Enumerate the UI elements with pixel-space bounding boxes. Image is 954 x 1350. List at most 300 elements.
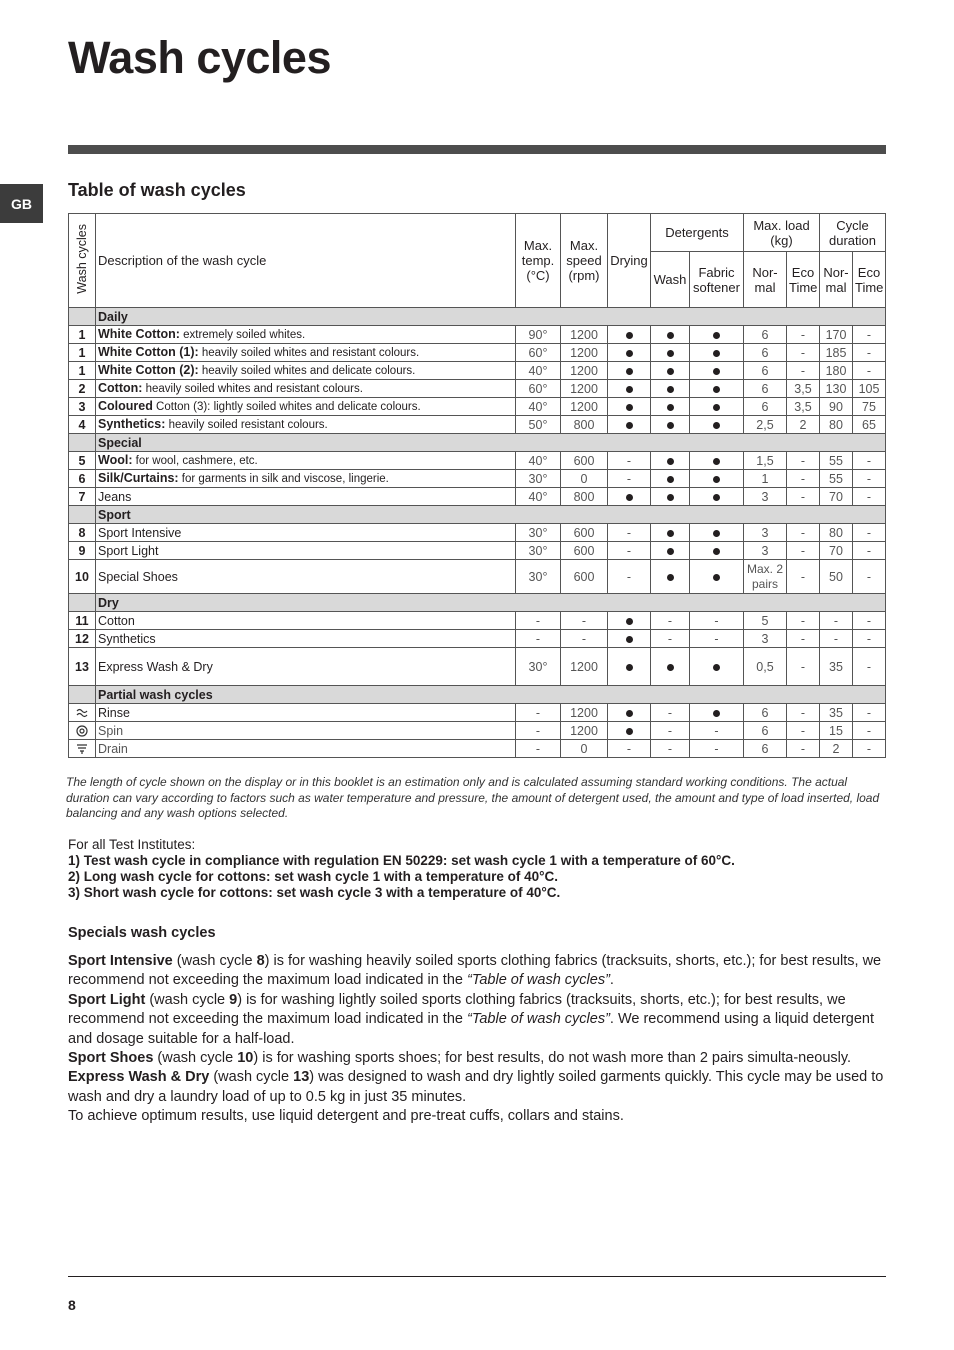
cell-speed: 600 — [561, 524, 608, 542]
dot-wash — [651, 488, 690, 506]
section-label: Daily — [96, 308, 886, 326]
spin-icon — [69, 722, 96, 740]
dot-wash — [651, 524, 690, 542]
table-title: Table of wash cycles — [68, 180, 246, 200]
filled-dot-icon — [667, 548, 674, 555]
cycle-number: 4 — [69, 416, 96, 434]
cell-ln: 6 — [744, 704, 787, 722]
tests-line-3: 3) Short wash cycle for cottons: set wash cycle 3 with a temperature of 40°C. — [68, 885, 561, 900]
duration-footnote: The length of cycle shown on the display or in this booklet is an estimation only and is calculated assuming standard working conditions. The actual duration can vary according to factors such as water temperature and pressure, the amount of detergent used, the amount and type of load inserted, load balancing and any wash options selected. — [66, 775, 880, 820]
dot-wash — [651, 380, 690, 398]
cell-dn: 15 — [820, 722, 853, 740]
cell-soft: - — [690, 630, 744, 648]
section-label: Partial wash cycles — [96, 686, 886, 704]
cell-le: - — [787, 560, 820, 594]
cycle-description — [96, 630, 516, 648]
cycle-description — [96, 470, 516, 488]
cycle-description — [96, 362, 516, 380]
specials-sport-intensive: Sport Intensive (wash cycle 8) is for washing heavily soiled sports clothing fabrics (tracksuits, shorts, etc.); for best results, we recommend not exceeding the maximum load indicated in the “Table of wash cycles”. — [68, 953, 882, 989]
filled-dot-icon — [667, 476, 674, 483]
cell-dry: - — [608, 452, 651, 470]
table-row — [69, 488, 886, 506]
cycle-name: White Cotton: — [98, 327, 180, 341]
filled-dot-icon — [713, 548, 720, 555]
table-row — [69, 416, 886, 434]
cycle-name: Express Wash & Dry — [98, 659, 213, 674]
cycle-detail: heavily soiled whites and resistant colours. — [142, 383, 363, 395]
cell-temp: 40° — [516, 398, 561, 416]
cycle-number: 12 — [69, 630, 96, 648]
cell-temp: 30° — [516, 648, 561, 686]
cell-temp: 30° — [516, 560, 561, 594]
cell-le: - — [787, 524, 820, 542]
header-wash-cycles: Wash cycles — [69, 214, 96, 308]
cell-temp: 40° — [516, 488, 561, 506]
dot-wash — [651, 398, 690, 416]
cycle-number: 3 — [69, 398, 96, 416]
cell-dry: - — [608, 470, 651, 488]
cell-le: - — [787, 344, 820, 362]
table-row — [69, 398, 886, 416]
cell-temp: 40° — [516, 362, 561, 380]
dot-dry — [608, 612, 651, 630]
dot-soft — [690, 470, 744, 488]
cell-soft: - — [690, 612, 744, 630]
cell-speed: 0 — [561, 470, 608, 488]
section-label: Special — [96, 434, 886, 452]
cell-temp: 30° — [516, 470, 561, 488]
filled-dot-icon — [713, 422, 720, 429]
filled-dot-icon — [626, 368, 633, 375]
dot-wash — [651, 470, 690, 488]
dot-dry — [608, 344, 651, 362]
cycle-description — [96, 452, 516, 470]
cell-le: 2 — [787, 416, 820, 434]
dot-soft — [690, 344, 744, 362]
cycle-description — [96, 398, 516, 416]
cycle-name: Synthetics — [98, 631, 156, 646]
cycle-number: 10 — [69, 560, 96, 594]
section-row-partial — [69, 686, 886, 704]
cell-de: - — [853, 740, 886, 758]
cell-speed: 800 — [561, 488, 608, 506]
dot-soft — [690, 704, 744, 722]
cell-ln: 3 — [744, 542, 787, 560]
filled-dot-icon — [626, 494, 633, 501]
cycle-detail: heavily soiled whites and resistant colours. — [198, 347, 420, 359]
filled-dot-icon — [667, 422, 674, 429]
filled-dot-icon — [713, 368, 720, 375]
cell-le: - — [787, 740, 820, 758]
cycle-number: 9 — [69, 542, 96, 560]
cell-dn: 2 — [820, 740, 853, 758]
dot-dry — [608, 362, 651, 380]
cell-speed: 1200 — [561, 648, 608, 686]
cell-ln: 1 — [744, 470, 787, 488]
dot-dry — [608, 722, 651, 740]
dot-wash — [651, 452, 690, 470]
cycle-number: 11 — [69, 612, 96, 630]
cycle-number: 2 — [69, 380, 96, 398]
test-institutes — [68, 837, 735, 901]
cycle-detail: for garments in silk and viscose, lingerie. — [178, 473, 389, 485]
filled-dot-icon — [667, 530, 674, 537]
cycle-description — [96, 524, 516, 542]
cycle-name: Special Shoes — [98, 569, 178, 584]
filled-dot-icon — [713, 530, 720, 537]
rinse-icon — [69, 704, 96, 722]
filled-dot-icon — [626, 404, 633, 411]
cell-speed: - — [561, 612, 608, 630]
cell-speed: 1200 — [561, 722, 608, 740]
cell-speed: 0 — [561, 740, 608, 758]
header-wash: Wash — [651, 252, 690, 308]
page-number: 8 — [68, 1297, 76, 1313]
cycle-description — [96, 560, 516, 594]
cell-le: - — [787, 470, 820, 488]
cell-le: - — [787, 722, 820, 740]
table-row — [69, 362, 886, 380]
header-max-speed: Max. speed (rpm) — [561, 214, 608, 308]
cell-dn: 50 — [820, 560, 853, 594]
cell-speed: 1200 — [561, 362, 608, 380]
header-duration-eco: Eco Time — [853, 252, 886, 308]
filled-dot-icon — [713, 664, 720, 671]
cell-dry: - — [608, 524, 651, 542]
tests-line-2: 2) Long wash cycle for cottons: set wash cycle 1 with a temperature of 40°C. — [68, 869, 559, 884]
cycle-description — [96, 488, 516, 506]
cycle-name: Sport Intensive — [98, 525, 182, 540]
cell-ln: Max. 2 pairs — [744, 560, 787, 594]
filled-dot-icon — [626, 710, 633, 717]
cell-speed: 600 — [561, 560, 608, 594]
dot-dry — [608, 398, 651, 416]
cell-de: - — [853, 648, 886, 686]
cycle-number: 7 — [69, 488, 96, 506]
cycle-name: Silk/Curtains: — [98, 471, 179, 485]
dot-soft — [690, 560, 744, 594]
cell-de: - — [853, 524, 886, 542]
cell-de: - — [853, 344, 886, 362]
cell-dn: 180 — [820, 362, 853, 380]
cell-temp: 60° — [516, 344, 561, 362]
dot-soft — [690, 542, 744, 560]
filled-dot-icon — [713, 458, 720, 465]
cycle-detail: heavily soiled whites and delicate colours. — [198, 365, 416, 377]
cell-temp: 30° — [516, 542, 561, 560]
specials-text — [68, 952, 886, 1127]
cycle-name: Rinse — [98, 705, 130, 720]
dot-soft — [690, 326, 744, 344]
dot-soft — [690, 380, 744, 398]
table-row — [69, 560, 886, 594]
cell-temp: - — [516, 704, 561, 722]
cell-ln: 6 — [744, 398, 787, 416]
dot-soft — [690, 416, 744, 434]
filled-dot-icon — [667, 404, 674, 411]
cell-dn: - — [820, 630, 853, 648]
cell-ln: 6 — [744, 722, 787, 740]
tests-heading: For all Test Institutes: — [68, 837, 196, 852]
filled-dot-icon — [667, 574, 674, 581]
footer-rule — [68, 1276, 886, 1277]
cycle-name: Cotton: — [98, 381, 143, 395]
cell-temp: 40° — [516, 452, 561, 470]
section-row-sport — [69, 506, 886, 524]
section-row-dry — [69, 594, 886, 612]
tests-line-1: 1) Test wash cycle in compliance with regulation EN 50229: set wash cycle 1 with a temperature of 60°C. — [68, 853, 735, 868]
cell-temp: - — [516, 612, 561, 630]
cell-ln: 6 — [744, 362, 787, 380]
specials-tip: To achieve optimum results, use liquid detergent and pre-treat cuffs, collars and stains. — [68, 1108, 624, 1125]
cycle-description — [96, 722, 516, 740]
dot-soft — [690, 524, 744, 542]
cycle-name: Wool: — [98, 453, 133, 467]
cell-speed: 1200 — [561, 380, 608, 398]
cell-le: 3,5 — [787, 398, 820, 416]
cycle-name: Jeans — [98, 489, 132, 504]
table-row — [69, 344, 886, 362]
cycle-name: Spin — [98, 723, 124, 738]
dot-wash — [651, 560, 690, 594]
cell-le: - — [787, 452, 820, 470]
header-load-normal: Nor- mal — [744, 252, 787, 308]
filled-dot-icon — [667, 664, 674, 671]
cycle-description — [96, 704, 516, 722]
cell-de: - — [853, 704, 886, 722]
filled-dot-icon — [626, 618, 633, 625]
cell-dn: 80 — [820, 524, 853, 542]
cell-wash: - — [651, 630, 690, 648]
cycle-name: White Cotton (2): — [98, 363, 199, 377]
cycle-number: 6 — [69, 470, 96, 488]
cell-wash: - — [651, 612, 690, 630]
cycle-detail: heavily soiled resistant colours. — [165, 419, 328, 431]
drain-icon — [69, 740, 96, 758]
cycle-name: Synthetics: — [98, 417, 166, 431]
table-row — [69, 612, 886, 630]
cell-speed: - — [561, 630, 608, 648]
cycle-description — [96, 326, 516, 344]
filled-dot-icon — [667, 494, 674, 501]
cycle-number: 1 — [69, 326, 96, 344]
cell-le: - — [787, 488, 820, 506]
cell-de: - — [853, 470, 886, 488]
cell-dn: - — [820, 612, 853, 630]
cell-ln: 6 — [744, 380, 787, 398]
cell-dn: 80 — [820, 416, 853, 434]
page-title: Wash cycles — [68, 32, 331, 83]
wash-cycles-table — [68, 213, 886, 758]
cycle-name: Drain — [98, 741, 128, 756]
filled-dot-icon — [713, 476, 720, 483]
specials-sport-light: Sport Light (wash cycle 9) is for washing lightly soiled sports clothing fabrics (tracksuits, shorts, etc.); for best results, we recommend not exceeding the maximum load indicated in the “Table of wash cycles”. We recommend using a liquid detergent and dosage suitable for a half-load. — [68, 991, 875, 1047]
header-fabric-softener: Fabric softener — [690, 252, 744, 308]
cell-de: - — [853, 452, 886, 470]
cell-dn: 90 — [820, 398, 853, 416]
dot-wash — [651, 326, 690, 344]
cell-de: - — [853, 722, 886, 740]
dot-wash — [651, 542, 690, 560]
cell-dn: 35 — [820, 648, 853, 686]
cell-speed: 600 — [561, 542, 608, 560]
cell-ln: 6 — [744, 344, 787, 362]
cell-dry: - — [608, 740, 651, 758]
cycle-number: 13 — [69, 648, 96, 686]
specials-heading: Specials wash cycles — [68, 925, 216, 941]
cell-wash: - — [651, 704, 690, 722]
cycle-description — [96, 612, 516, 630]
cell-temp: 90° — [516, 326, 561, 344]
section-row-special — [69, 434, 886, 452]
cell-dn: 55 — [820, 470, 853, 488]
cell-ln: 0,5 — [744, 648, 787, 686]
table-row — [69, 740, 886, 758]
cell-dry: - — [608, 560, 651, 594]
filled-dot-icon — [626, 422, 633, 429]
cell-ln: 3 — [744, 630, 787, 648]
cell-le: - — [787, 362, 820, 380]
dot-dry — [608, 488, 651, 506]
dot-soft — [690, 452, 744, 470]
cell-le: - — [787, 648, 820, 686]
header-drying: Drying — [608, 214, 651, 308]
specials-sport-shoes: Sport Shoes (wash cycle 10) is for washing sports shoes; for best results, do not wash more than 2 pairs simulta-neously. — [68, 1050, 852, 1067]
cell-dn: 185 — [820, 344, 853, 362]
cell-temp: - — [516, 722, 561, 740]
filled-dot-icon — [667, 350, 674, 357]
cell-le: - — [787, 612, 820, 630]
cycle-description — [96, 542, 516, 560]
cell-le: - — [787, 326, 820, 344]
cell-speed: 1200 — [561, 344, 608, 362]
dot-dry — [608, 416, 651, 434]
table-row — [69, 470, 886, 488]
table-row — [69, 648, 886, 686]
cell-temp: - — [516, 740, 561, 758]
header-load-eco: Eco Time — [787, 252, 820, 308]
cycle-number: 5 — [69, 452, 96, 470]
dot-soft — [690, 648, 744, 686]
filled-dot-icon — [626, 728, 633, 735]
table-row — [69, 524, 886, 542]
filled-dot-icon — [667, 386, 674, 393]
cell-speed: 1200 — [561, 326, 608, 344]
dot-dry — [608, 326, 651, 344]
filled-dot-icon — [713, 404, 720, 411]
cell-de: - — [853, 488, 886, 506]
cell-de: - — [853, 560, 886, 594]
table-row — [69, 326, 886, 344]
filled-dot-icon — [713, 350, 720, 357]
title-rule — [68, 145, 886, 154]
cell-le: 3,5 — [787, 380, 820, 398]
cell-de: - — [853, 542, 886, 560]
cycle-description — [96, 648, 516, 686]
cell-de: - — [853, 630, 886, 648]
cell-ln: 3 — [744, 488, 787, 506]
cell-temp: 60° — [516, 380, 561, 398]
dot-soft — [690, 488, 744, 506]
header-description: Description of the wash cycle — [96, 214, 516, 308]
specials-express-wash: Express Wash & Dry (wash cycle 13) was designed to wash and dry lightly soiled garments quickly. This cycle may be used to wash and dry a laundry load of up to 0.5 kg in just 35 minutes. — [68, 1069, 884, 1105]
cell-de: 105 — [853, 380, 886, 398]
filled-dot-icon — [713, 574, 720, 581]
filled-dot-icon — [626, 350, 633, 357]
cell-speed: 1200 — [561, 398, 608, 416]
cell-speed: 1200 — [561, 704, 608, 722]
filled-dot-icon — [667, 368, 674, 375]
cycle-name: Sport Light — [98, 543, 159, 558]
cell-ln: 3 — [744, 524, 787, 542]
table-row — [69, 704, 886, 722]
cell-wash: - — [651, 740, 690, 758]
header-max-temp: Max. temp. (°C) — [516, 214, 561, 308]
cell-dn: 170 — [820, 326, 853, 344]
dot-dry — [608, 630, 651, 648]
filled-dot-icon — [713, 332, 720, 339]
cell-dn: 70 — [820, 542, 853, 560]
header-detergents: Detergents — [651, 214, 744, 252]
dot-dry — [608, 380, 651, 398]
cell-ln: 1,5 — [744, 452, 787, 470]
cycle-detail: Cotton (3): lightly soiled whites and delicate colours. — [152, 401, 421, 413]
cell-wash: - — [651, 722, 690, 740]
table-row — [69, 630, 886, 648]
dot-wash — [651, 362, 690, 380]
cell-speed: 600 — [561, 452, 608, 470]
filled-dot-icon — [626, 332, 633, 339]
section-label: Sport — [96, 506, 886, 524]
header-cycle-duration: Cycle duration — [820, 214, 886, 252]
header-duration-normal: Nor- mal — [820, 252, 853, 308]
cycle-number: 1 — [69, 344, 96, 362]
table-row — [69, 452, 886, 470]
cell-temp: - — [516, 630, 561, 648]
cycle-description — [96, 380, 516, 398]
table-row — [69, 380, 886, 398]
table-row — [69, 542, 886, 560]
cell-dn: 130 — [820, 380, 853, 398]
cell-ln: 6 — [744, 326, 787, 344]
cell-le: - — [787, 630, 820, 648]
dot-dry — [608, 648, 651, 686]
cell-ln: 5 — [744, 612, 787, 630]
cell-temp: 50° — [516, 416, 561, 434]
dot-soft — [690, 398, 744, 416]
cell-ln: 2,5 — [744, 416, 787, 434]
filled-dot-icon — [713, 386, 720, 393]
cell-ln: 6 — [744, 740, 787, 758]
table-row — [69, 722, 886, 740]
cycle-description — [96, 740, 516, 758]
filled-dot-icon — [713, 710, 720, 717]
filled-dot-icon — [626, 636, 633, 643]
cell-le: - — [787, 542, 820, 560]
cell-dn: 55 — [820, 452, 853, 470]
cell-de: - — [853, 362, 886, 380]
cycle-description — [96, 344, 516, 362]
section-label: Dry — [96, 594, 886, 612]
dot-dry — [608, 704, 651, 722]
cell-dry: - — [608, 542, 651, 560]
cell-de: - — [853, 612, 886, 630]
cycle-number: 8 — [69, 524, 96, 542]
language-tab: GB — [0, 184, 43, 223]
cell-le: - — [787, 704, 820, 722]
header-max-load: Max. load (kg) — [744, 214, 820, 252]
filled-dot-icon — [713, 494, 720, 501]
